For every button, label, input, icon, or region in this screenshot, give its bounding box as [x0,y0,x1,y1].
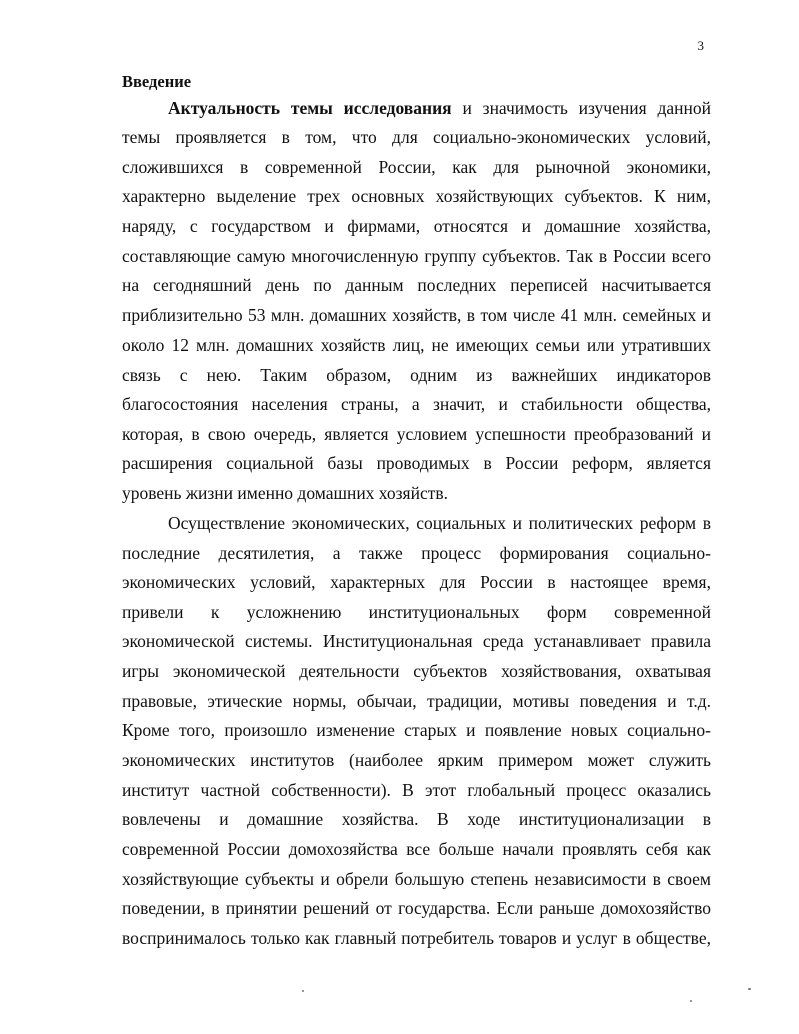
text-line: поведении, в принятии решений от государства. Если раньше домохозяйство [122,898,711,918]
page-number: 3 [697,38,704,53]
text-line: экономических институтов (наиболее ярким примером может служить [122,750,711,770]
text-line: темы проявляется в том, что для социально-экономических условий, [122,127,711,147]
text-line: которая, в свою очередь, является условием успешности преобразований и [122,424,711,444]
text-line: связь с нею. Таким образом, одним из важнейших индикаторов [122,365,711,385]
text-line: вовлечены и домашние хозяйства. В ходе институционализации в [122,809,711,829]
text-line: Актуальность темы исследования и значимость изучения данной [168,98,712,118]
text-line: привели к усложнению институциональных форм современной [122,602,711,622]
text-line: воспринималось только как главный потребитель товаров и услуг в обществе, [122,928,711,948]
section-heading: Введение [122,72,192,91]
text-line: последние десятилетия, а также процесс формирования социально- [122,543,711,563]
scan-speck [748,988,751,990]
scan-speck [690,1000,692,1002]
text-line: хозяйствующие субъекты и обрели большую степень независимости в своем [122,869,711,889]
text-line: экономической системы. Институциональная среда устанавливает правила [122,631,711,651]
text-line: характерно выделение трех основных хозяйствующих субъектов. К ним, [122,186,711,206]
text-line: приблизительно 53 млн. домашних хозяйств, в том числе 41 млн. семейных и [122,305,711,325]
text-line: правовые, этические нормы, обычаи, традиции, мотивы поведения и т.д. [122,691,711,711]
text-line: сложившихся в современной России, как для рыночной экономики, [122,157,711,177]
text-line: составляющие самую многочисленную группу субъектов. Так в России всего [122,246,711,266]
text-line: наряду, с государством и фирмами, относятся и домашние хозяйства, [122,216,711,236]
text-line: на сегодняшний день по данным последних переписей насчитывается [122,275,711,295]
text-line: расширения социальной базы проводимых в России реформ, является [122,453,711,473]
text-line: около 12 млн. домашних хозяйств лиц, не имеющих семьи или утративших [122,335,711,355]
text-line: современной России домохозяйства все больше начали проявлять себя как [122,839,711,859]
scan-speck [302,990,304,992]
text-line: игры экономической деятельности субъектов хозяйствования, охватывая [122,661,711,681]
text-line: Осуществление экономических, социальных и политических реформ в [168,513,711,533]
bold-lead: Актуальность темы исследования [168,98,452,118]
text-line: благосостояния населения страны, а значит, и стабильности общества, [122,394,711,414]
text-line: уровень жизни именно домашних хозяйств. [122,483,449,503]
text-line: экономических условий, характерных для России в настоящее время, [122,572,711,592]
text-line: Кроме того, произошло изменение старых и появление новых социально- [122,720,711,740]
text-line: институт частной собственности). В этот глобальный процесс оказались [122,780,711,800]
